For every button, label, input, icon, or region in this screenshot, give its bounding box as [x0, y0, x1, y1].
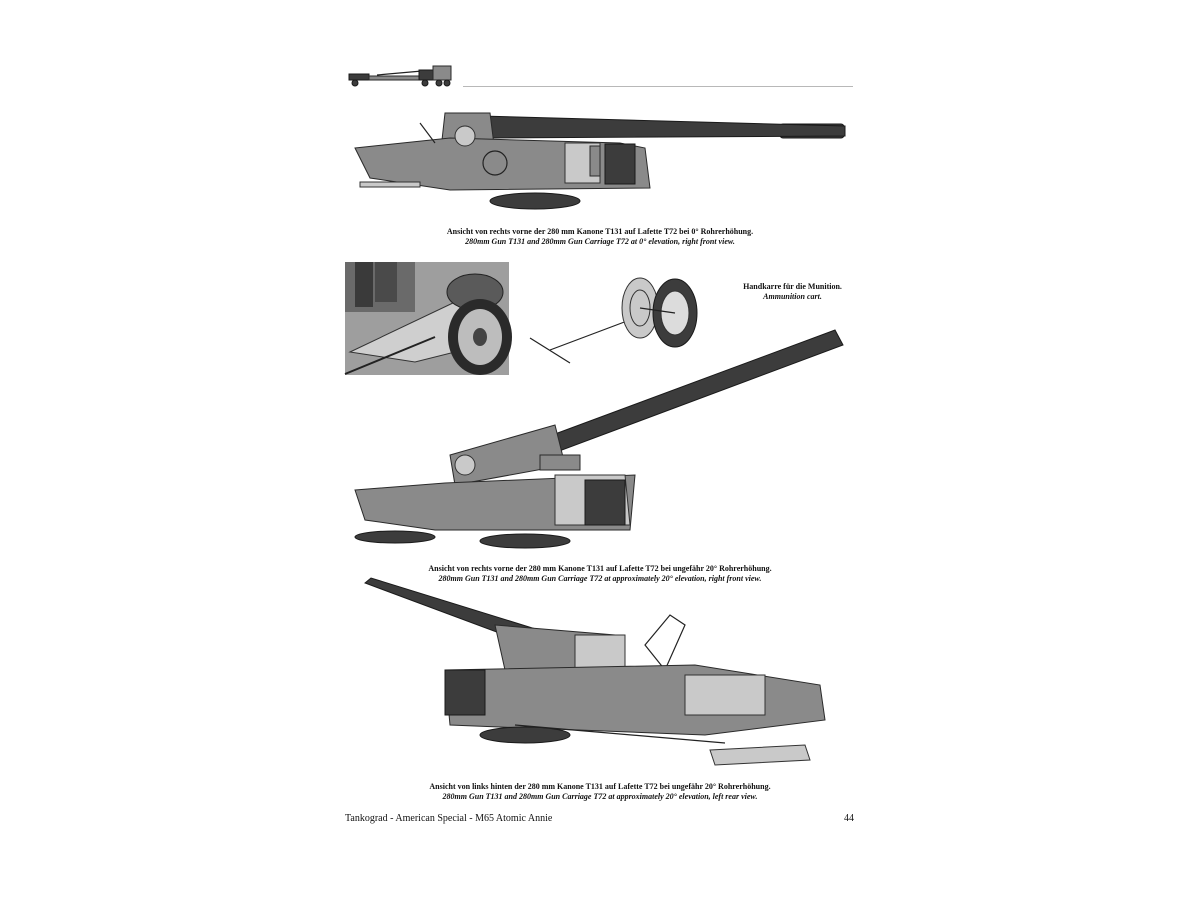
footer-publication-title: Tankograd - American Special - M65 Atomic Annie — [345, 813, 553, 824]
figure3-caption-english: 280mm Gun T131 and 280mm Gun Carriage T72 at approximately 20° elevation, right front view. — [438, 574, 762, 583]
figure1-caption-english: 280mm Gun T131 and 280mm Gun Carriage T72 at 0° elevation, right front view. — [465, 237, 735, 246]
header-rule — [463, 86, 853, 87]
gun-zero-elevation-illustration — [350, 108, 850, 213]
gun-elevated-left-rear-illustration — [365, 575, 835, 770]
page-number: 44 — [844, 813, 854, 824]
gun-elevated-right-front-illustration — [355, 325, 845, 550]
figure3-caption-german: Ansicht von rechts vorne der 280 mm Kanone T131 auf Lafette T72 bei ungefähr 20° Rohrerhöhung. — [428, 564, 772, 573]
cart-caption-english: Ammunition cart. — [763, 292, 822, 301]
truck-with-gun-thumbnail-icon — [347, 64, 455, 88]
figure1-caption-german: Ansicht von rechts vorne der 280 mm Kanone T131 auf Lafette T72 bei 0° Rohrerhöhung. — [446, 227, 754, 236]
cart-caption-german: Handkarre für die Munition. — [743, 282, 842, 291]
figure4-caption-german: Ansicht von links hinten der 280 mm Kanone T131 auf Lafette T72 bei ungefähr 20° Rohrerhöhung. — [429, 782, 771, 791]
figure4-caption-english: 280mm Gun T131 and 280mm Gun Carriage T72 at approximately 20° elevation, left rear view. — [442, 792, 758, 801]
